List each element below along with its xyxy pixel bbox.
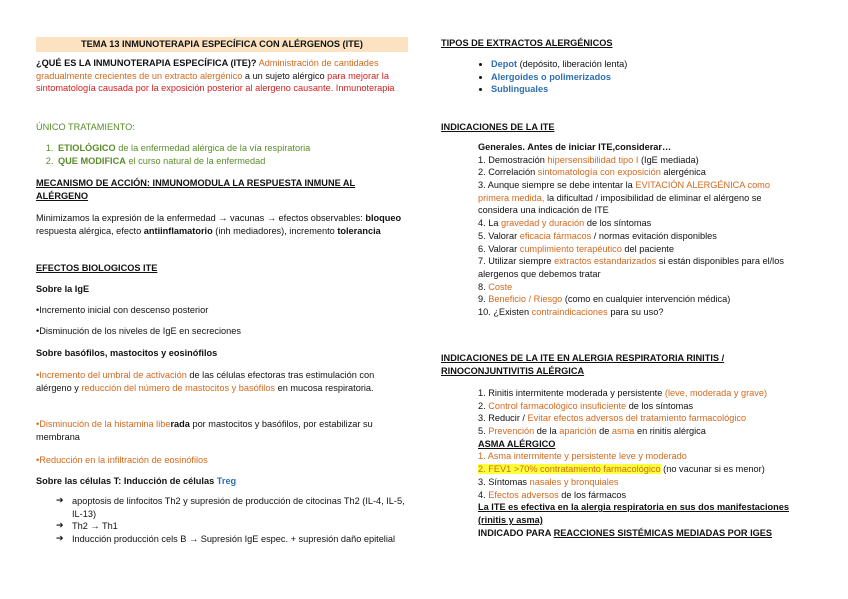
list-item: 1. Rinitis intermitente moderada y persistente (leve, moderada y grave) <box>478 388 768 398</box>
ige-item-2: •Disminución de los niveles de IgE en secreciones <box>36 326 241 336</box>
list-item: 2. QUE MODIFICA el curso natural de la enfermedad <box>56 155 426 168</box>
list-item: 6. Valorar cumplimiento terapéutico del paciente <box>478 243 674 254</box>
page-title: TEMA 13 INMUNOTERAPIA ESPECÍFICA CON ALÉRGENOS (ITE) <box>36 37 408 52</box>
mecanismo-heading: MECANISMO DE ACCIÓN: INMUNOMODULA LA RESPUESTA INMUNE AL ALÉRGENO <box>36 178 356 201</box>
basofilos-item-1: •Incremento del umbral de activación de las células efectoras tras estimulación con alérgeno y reducción del número de mastocitos y basófilos en mucosa respiratoria. <box>36 370 375 393</box>
list-item: ➔ apoptosis de linfocitos Th2 y supresión de producción de citocinas Th2 (IL-4, IL-5, IL-13) <box>56 495 406 520</box>
list-item: 2. FEV1 >70% contratamiento farmacológico (no vacunar si es menor) <box>478 464 765 475</box>
list-item: • Alergoides o polimerizados <box>491 71 627 84</box>
basofilos-item-3: •Reducción en la infiltración de eosinófilos <box>36 455 208 465</box>
list-item: 9. Beneficio / Riesgo (como en cualquier intervención médica) <box>478 294 731 305</box>
list-item: 4. Efectos adversos de los fármacos <box>478 489 627 500</box>
list-item: 4. La gravedad y duración de los síntomas <box>478 218 652 229</box>
ige-heading: Sobre la IgE <box>36 284 90 294</box>
asma-heading: ASMA ALÉRGICO <box>478 438 556 449</box>
list-item: 1. Asma intermitente y persistente leve y moderado <box>478 451 687 462</box>
tipos-heading: TIPOS DE EXTRACTOS ALERGÉNICOS <box>441 38 613 48</box>
list-item: 5. Valorar eficacia fármacos / normas evitación disponibles <box>478 230 717 241</box>
unico-heading: ÚNICO TRATAMIENTO: <box>36 122 135 132</box>
list-item: • Depot (depósito, liberación lenta) <box>491 58 627 71</box>
indicado-note: INDICADO PARA REACCIONES SISTÉMICAS MEDIADAS POR IGES <box>478 527 773 538</box>
indicaciones-heading: INDICACIONES DE LA ITE <box>441 122 555 132</box>
tipos-list <box>441 58 627 96</box>
list-item: 10. ¿Existen contraindicaciones para su uso? <box>478 306 664 317</box>
efectividad-note: La ITE es efectiva en la alergia respiratoria en sus dos manifestaciones (rinitis y asma) <box>478 502 789 525</box>
respiratoria-list <box>478 387 803 539</box>
unico-list <box>36 142 426 167</box>
list-item: 3. Síntomas nasales y bronquiales <box>478 476 619 487</box>
basofilos-heading: Sobre basófilos, mastocitos y eosinófilos <box>36 348 218 358</box>
list-item: ➔ Inducción producción cels B → Supresión IgE espec. + supresión daño epitelial <box>56 533 406 546</box>
list-item: 8. Coste <box>478 281 513 292</box>
indicaciones-generales: Generales. Antes de iniciar ITE,considerar… 1. Demostración hipersensibilidad tipo I (IgE mediada) 2. Correlación sintomatología con exposición alergénica 3. Aunque siempre se debe intentar la EVITACIÓN ALERGÉNICA como primera medida, la dificultad / imposibilidad de eliminar el alérgeno se considera una indicación de ITE 4. La gravedad y duración de los síntomas 5. Valorar eficacia fármacos / normas evitación disponibles 6. Valorar cumplimiento terapéutico del paciente 7. Utilizar siempre extractos estandarizados si están disponibles para el/los alergenos que debemos tratar 8. Coste 9. Beneficio / Riesgo (como en cualquier intervención médica) 10. ¿Existen contraindicaciones para su uso? <box>478 141 803 319</box>
list-item: 1. Demostración hipersensibilidad tipo I (IgE mediada) <box>478 154 699 165</box>
list-item: 2. Control farmacológico insuficiente de los síntomas <box>478 400 694 411</box>
respiratoria-heading: INDICACIONES DE LA ITE EN ALERGIA RESPIRATORIA RINITIS / RINOCONJUNTIVITIS ALÉRGICA <box>441 353 725 376</box>
list-item: 3. Aunque siempre se debe intentar la EVITACIÓN ALERGÉNICA como primera medida, la dificultad / imposibilidad de eliminar el alérgeno se considera una indicación de ITE <box>478 180 770 216</box>
tcell-list <box>56 495 406 546</box>
definition-paragraph: ¿QUÉ ES LA INMUNOTERAPIA ESPECÍFICA (ITE)? Administración de cantidades gradualmente crecientes de un extracto alergénico a un sujeto alérgico para mejorar la sintomatología causada por la exposición posterior al alergeno causante. Inmunoterapia <box>36 58 395 94</box>
list-item: 2. Correlación sintomatología con exposición alergénica <box>478 167 706 178</box>
tcell-heading: Sobre las células T: Inducción de células Treg <box>36 476 237 486</box>
list-item: 5. Prevención de la aparición de asma en rinitis alérgica <box>478 426 706 437</box>
list-item: 3. Reducir / Evitar efectos adversos del tratamiento farmacológico <box>478 413 747 424</box>
list-item: 7. Utilizar siempre extractos estandarizados si están disponibles para el/los alergenos que debemos tratar <box>478 256 784 279</box>
ige-item-1: •Incremento inicial con descenso posterior <box>36 305 209 315</box>
basofilos-item-2: •Disminución de la histamina liberada por mastocitos y basófilos, por estabilizar su membrana <box>36 419 373 442</box>
list-item: ➔ Th2 → Th1 <box>56 520 406 533</box>
efectos-heading: EFECTOS BIOLOGICOS ITE <box>36 263 158 273</box>
list-item: • Sublinguales <box>491 83 627 96</box>
list-item: 1. ETIOLÓGICO de la enfermedad alérgica de la vía respiratoria <box>56 142 426 155</box>
mecanismo-paragraph: Minimizamos la expresión de la enfermedad → vacunas → efectos observables: bloqueo respuesta alérgica, efecto antiinflamatorio (inh mediadores), incremento tolerancia <box>36 213 402 236</box>
